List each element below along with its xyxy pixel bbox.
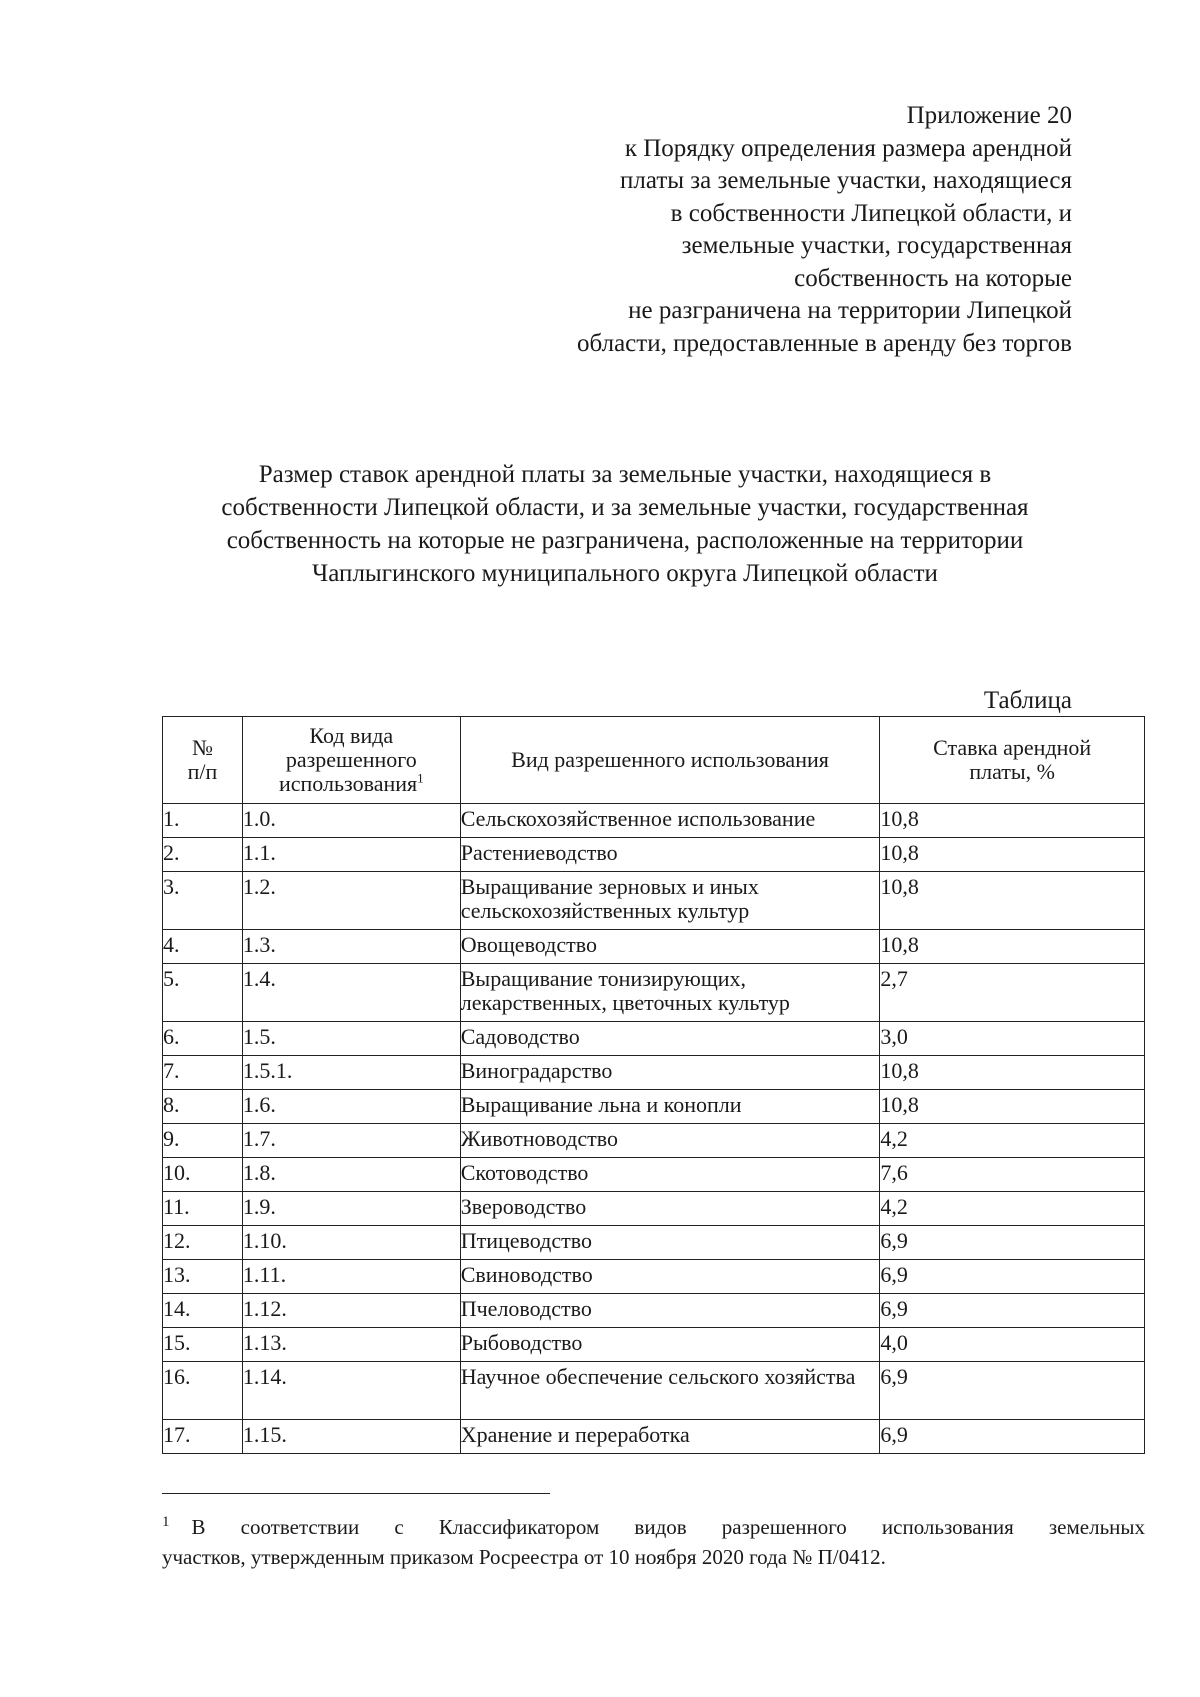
header-rate-line1: Ставка арендной <box>933 735 1092 760</box>
row-name: Виноградарство <box>460 1056 880 1090</box>
header-code-line2: разрешенного <box>285 747 417 772</box>
header-code <box>242 717 460 804</box>
table-row <box>163 1056 1145 1090</box>
row-rate: 4,0 <box>880 1328 1145 1362</box>
row-code: 1.15. <box>242 1420 460 1454</box>
row-num: 13. <box>163 1260 243 1294</box>
row-num: 6. <box>163 1022 243 1056</box>
row-rate: 10,8 <box>880 1056 1145 1090</box>
row-num: 14. <box>163 1294 243 1328</box>
row-num: 17. <box>163 1420 243 1454</box>
table-row <box>163 1294 1145 1328</box>
row-name: Скотоводство <box>460 1158 880 1192</box>
row-code: 1.12. <box>242 1294 460 1328</box>
appendix-line: платы за земельные участки, находящиеся <box>620 167 1072 194</box>
footnote-line2: участков, утвержденным приказом Росреестра от 10 ноября 2020 года № П/0412. <box>162 1545 886 1569</box>
header-num-line1: № <box>191 735 213 760</box>
header-rate <box>880 717 1145 804</box>
row-code: 1.3. <box>242 930 460 964</box>
row-code: 1.10. <box>242 1226 460 1260</box>
row-code: 1.14. <box>242 1362 460 1420</box>
title-line: Чаплыгинского муниципального округа Липецкой области <box>312 560 938 587</box>
row-code: 1.6. <box>242 1090 460 1124</box>
appendix-line: земельные участки, государственная <box>681 232 1072 259</box>
row-code: 1.9. <box>242 1192 460 1226</box>
appendix-line: в собственности Липецкой области, и <box>670 199 1072 227</box>
document-title <box>150 458 1100 590</box>
row-num: 1. <box>163 804 243 838</box>
header-num <box>163 717 243 804</box>
header-name: Вид разрешенного использования <box>460 717 880 804</box>
row-name: Звероводство <box>460 1192 880 1226</box>
table-row <box>163 872 1145 930</box>
row-code: 1.4. <box>242 964 460 1022</box>
row-rate: 2,7 <box>880 964 1145 1022</box>
row-rate: 10,8 <box>880 838 1145 872</box>
row-num: 9. <box>163 1124 243 1158</box>
row-rate: 7,6 <box>880 1158 1145 1192</box>
row-num: 10. <box>163 1158 243 1192</box>
row-rate: 4,2 <box>880 1124 1145 1158</box>
footnote-line1-wrap <box>162 1512 1145 1542</box>
title-line: собственности Липецкой области, и за земельные участки, государственная <box>221 494 1029 521</box>
row-name: Садоводство <box>460 1022 880 1056</box>
table-row <box>163 804 1145 838</box>
table-row <box>163 930 1145 964</box>
row-name: Научное обеспечение сельского хозяйства <box>460 1362 880 1420</box>
row-num: 5. <box>163 964 243 1022</box>
table-row <box>163 964 1145 1022</box>
table-row <box>163 1192 1145 1226</box>
rates-table <box>162 716 1145 1454</box>
row-name: Овощеводство <box>460 930 880 964</box>
table-row <box>163 1260 1145 1294</box>
appendix-line: области, предоставленные в аренду без торгов <box>577 329 1072 357</box>
row-rate: 10,8 <box>880 804 1145 838</box>
row-num: 11. <box>163 1192 243 1226</box>
row-num: 8. <box>163 1090 243 1124</box>
row-rate: 10,8 <box>880 930 1145 964</box>
row-name: Хранение и переработка <box>460 1420 880 1454</box>
row-num: 2. <box>163 838 243 872</box>
row-rate: 10,8 <box>880 872 1145 930</box>
footnote <box>162 1512 1145 1572</box>
row-name: Выращивание зерновых и иных сельскохозяйственных культур <box>460 872 880 930</box>
header-code-line1: Код вида <box>309 723 394 748</box>
table-header-row <box>163 717 1145 804</box>
table-row <box>163 1420 1145 1454</box>
row-name: Растениеводство <box>460 838 880 872</box>
row-code: 1.5. <box>242 1022 460 1056</box>
row-name: Животноводство <box>460 1124 880 1158</box>
footnote-marker: 1 <box>162 1514 170 1530</box>
table-caption: Таблица <box>983 687 1072 714</box>
table-row <box>163 1226 1145 1260</box>
row-rate: 6,9 <box>880 1362 1145 1420</box>
appendix-line: к Порядку определения размера арендной <box>624 134 1072 162</box>
appendix-line: собственность на которые <box>794 264 1072 292</box>
table-row <box>163 1158 1145 1192</box>
row-name: Выращивание тонизирующих, лекарственных, цветочных культур <box>460 964 880 1022</box>
footnote-divider <box>162 1493 550 1494</box>
row-num: 15. <box>163 1328 243 1362</box>
row-name: Свиноводство <box>460 1260 880 1294</box>
header-num-line2: п/п <box>187 759 218 784</box>
appendix-header <box>452 100 1072 360</box>
footnote-line1: В соответствии с Классификатором видов разрешенного использования земельных <box>191 1515 1145 1539</box>
row-name: Сельскохозяйственное использование <box>460 804 880 838</box>
row-name: Птицеводство <box>460 1226 880 1260</box>
appendix-line: Приложение 20 <box>906 102 1072 129</box>
table-row <box>163 1022 1145 1056</box>
title-line: Размер ставок арендной платы за земельные участки, находящиеся в <box>258 461 992 488</box>
header-rate-line2: платы, % <box>969 759 1055 784</box>
row-rate: 10,8 <box>880 1090 1145 1124</box>
row-rate: 6,9 <box>880 1226 1145 1260</box>
header-code-line3: использования <box>279 771 418 796</box>
header-code-footnote-ref: 1 <box>417 770 424 786</box>
row-name: Пчеловодство <box>460 1294 880 1328</box>
row-num: 12. <box>163 1226 243 1260</box>
row-code: 1.0. <box>242 804 460 838</box>
title-line: собственность на которые не разграничена, расположенные на территории <box>226 527 1024 554</box>
table-row <box>163 1328 1145 1362</box>
appendix-line: не разграничена на территории Липецкой <box>628 297 1072 324</box>
row-name: Рыбоводство <box>460 1328 880 1362</box>
row-code: 1.11. <box>242 1260 460 1294</box>
row-rate: 3,0 <box>880 1022 1145 1056</box>
row-code: 1.13. <box>242 1328 460 1362</box>
row-code: 1.7. <box>242 1124 460 1158</box>
row-num: 7. <box>163 1056 243 1090</box>
row-num: 16. <box>163 1362 243 1420</box>
row-rate: 6,9 <box>880 1260 1145 1294</box>
row-name: Выращивание льна и конопли <box>460 1090 880 1124</box>
table-row <box>163 1124 1145 1158</box>
row-num: 4. <box>163 930 243 964</box>
row-code: 1.1. <box>242 838 460 872</box>
table-row <box>163 1362 1145 1420</box>
table-row <box>163 838 1145 872</box>
row-code: 1.5.1. <box>242 1056 460 1090</box>
table-row <box>163 1090 1145 1124</box>
row-rate: 4,2 <box>880 1192 1145 1226</box>
row-code: 1.8. <box>242 1158 460 1192</box>
row-rate: 6,9 <box>880 1294 1145 1328</box>
row-rate: 6,9 <box>880 1420 1145 1454</box>
row-num: 3. <box>163 872 243 930</box>
row-code: 1.2. <box>242 872 460 930</box>
